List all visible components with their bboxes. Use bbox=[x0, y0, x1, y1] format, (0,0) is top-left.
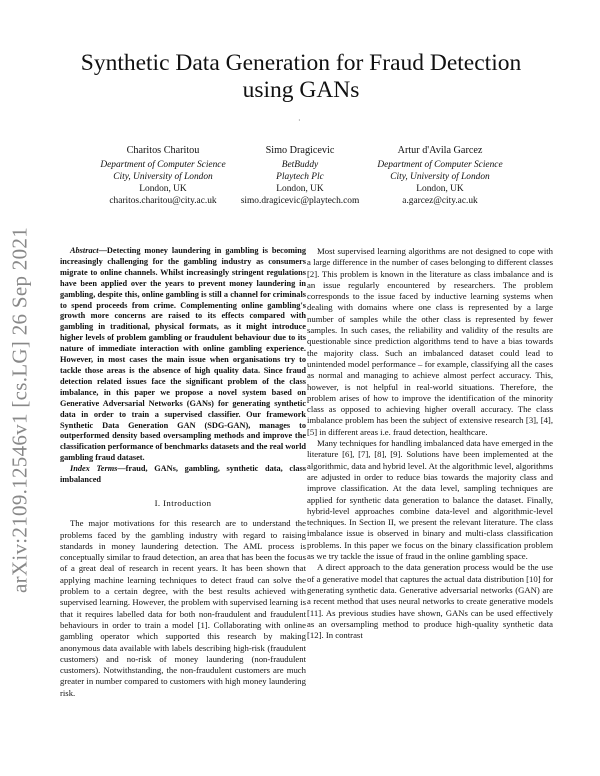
author-organization: City, University of London bbox=[113, 172, 213, 182]
author-department: BetBuddy bbox=[281, 160, 319, 170]
index-terms-label: Index Terms bbox=[70, 464, 118, 474]
arxiv-identifier: arXiv:2109.12546v1 [cs.LG] 26 Sep 2021 bbox=[7, 226, 32, 594]
author-location: London, UK bbox=[139, 184, 187, 194]
arxiv-sidebar bbox=[2, 200, 38, 620]
author-location: London, UK bbox=[416, 184, 464, 194]
index-terms bbox=[60, 464, 306, 486]
author-block-3 bbox=[355, 145, 525, 207]
right-column bbox=[307, 246, 553, 641]
left-column bbox=[60, 246, 306, 699]
author-organization: City, University of London bbox=[390, 172, 490, 182]
paper-title: Synthetic Data Generation for Fraud Detection using GANs bbox=[80, 50, 522, 103]
author-department: Department of Computer Science bbox=[100, 160, 226, 170]
paragraph: The major motivations for this research are to understand the problems faced by the gambling industry with regard to raising standards in money laundering detection. The AML process is conceptually similar to fraud detection, an area that has been the focus of a great deal of research in recent years. It has been shown that applying machine learning techniques to detect fraud can solve the problem to a certain degree, with the best results achieved with supervised learning. However, the problem with supervised learning is that it requires labelled data for both non-fraudulent and fraudulent behaviours in order to train a model [1]. Collaborating with online gambling operator which supported this research by making anonymous data available with labels describing high-risk (fraudulent customers) and no-risk of money laundering (non-fraudulent customers). Notwithstanding, the non-fraudulent customers are much greater in number compared to customers with high money laundering risk. bbox=[60, 518, 306, 698]
title-dot: · bbox=[298, 116, 301, 125]
author-name: Artur d'Avila Garcez bbox=[397, 145, 483, 156]
abstract bbox=[60, 246, 306, 464]
author-location: London, UK bbox=[276, 184, 324, 194]
section-heading: I. Introduction bbox=[154, 497, 212, 508]
author-organization: Playtech Plc bbox=[276, 172, 324, 182]
author-name: Charitos Charitou bbox=[126, 145, 200, 156]
author-department: Department of Computer Science bbox=[377, 160, 503, 170]
author-email[interactable]: charitos.charitou@city.ac.uk bbox=[109, 196, 217, 206]
abstract-label: Abstract bbox=[70, 246, 99, 255]
index-terms-text: —fraud, GANs, gambling, synthetic data, class imbalanced bbox=[60, 464, 306, 485]
author-name: Simo Dragicevic bbox=[265, 145, 335, 156]
paragraph: A direct approach to the data generation process would be the use of a generative model that captures the actual data distribution [10] for generating synthetic data. Generative adversarial networks (GAN) are a recent method that uses neural networks to create generative models [11]. As previous studies have shown, GANs can be used effectively as an oversampling method to produce high-quality synthetic data [12]. In contrast bbox=[307, 562, 553, 641]
author-email[interactable]: a.garcez@city.ac.uk bbox=[402, 196, 478, 206]
paragraph: Many techniques for handling imbalanced data have emerged in the literature [6], [7], [8], [9]. Solutions have been implemented at the algorithmic, data and hybrid level. At the algorithmic level, algorithms are adjusted in order to reduce bias towards the majority class and improve classification. At the data level, sampling techniques are applied for synthetic data generation to balance the dataset. Finally, hybrid-level approaches combine data-level and algorithmic-level techniques. In Section II, we present the relevant literature. The class imbalance issue is observed in binary and multi-class classification problems. In this paper we focus on the binary classification problem as we try tackle the issue of fraud in the online gambling space. bbox=[307, 438, 553, 562]
abstract-text: —Detecting money laundering in gambling is becoming increasingly challenging for the gambling industry as consumers migrate to online channels. Whilst increasingly stringent regulations have been applied over the years to prevent money laundering in gambling, despite this, online gambling is still a channel for criminals to spend proceeds from crime. Complementing online gambling's growth more concerns are raised to its effects compared with gambling in traditional, physical formats, as it might introduce higher levels of problem gambling or fraudulent behaviour due to its nature of immediate interaction with online gambling experience. However, in most cases the main issue when organisations try to tackle those areas is the absence of high quality data. Since fraud detection related issues face the significant problem of the class imbalance, in this paper we propose a novel system based on Generative Adversarial Networks (GANs) for generating synthetic data in order to train a supervised classifier. Our framework Synthetic Data Generation GAN (SDG-GAN), manages to outperformed density based oversampling methods and improve the classification performance of benchmarks datasets and the real world gambling fraud dataset. bbox=[60, 246, 306, 463]
author-email[interactable]: simo.dragicevic@playtech.com bbox=[240, 196, 360, 206]
paragraph: Most supervised learning algorithms are not designed to cope with a large difference in the number of cases belonging to different classes [2]. This problem is known in the literature as class imbalance and is an issue regularly encountered by researchers. The problem corresponds to the issue faced by inductive learning systems when dealing with domains where one class is represented by a large number of samples while the other class is represented by fewer samples. In such cases, the reliability and validity of the results are questionable since prediction algorithms tend to have a bias towards the majority class. Such an imbalanced dataset could lead to unintended model performance – for example, classifying all the cases as normal and managing to achieve almost perfect accuracy. This, however, is not helpful in real-world situations. Therefore, the problem arises of how to improve the identification of the minority class as opposed to achieving higher overall accuracy. The class imbalance problem has been the subject of extensive research [3], [4], [5] in different areas i.e. fraud detection, healthcare. bbox=[307, 246, 553, 437]
